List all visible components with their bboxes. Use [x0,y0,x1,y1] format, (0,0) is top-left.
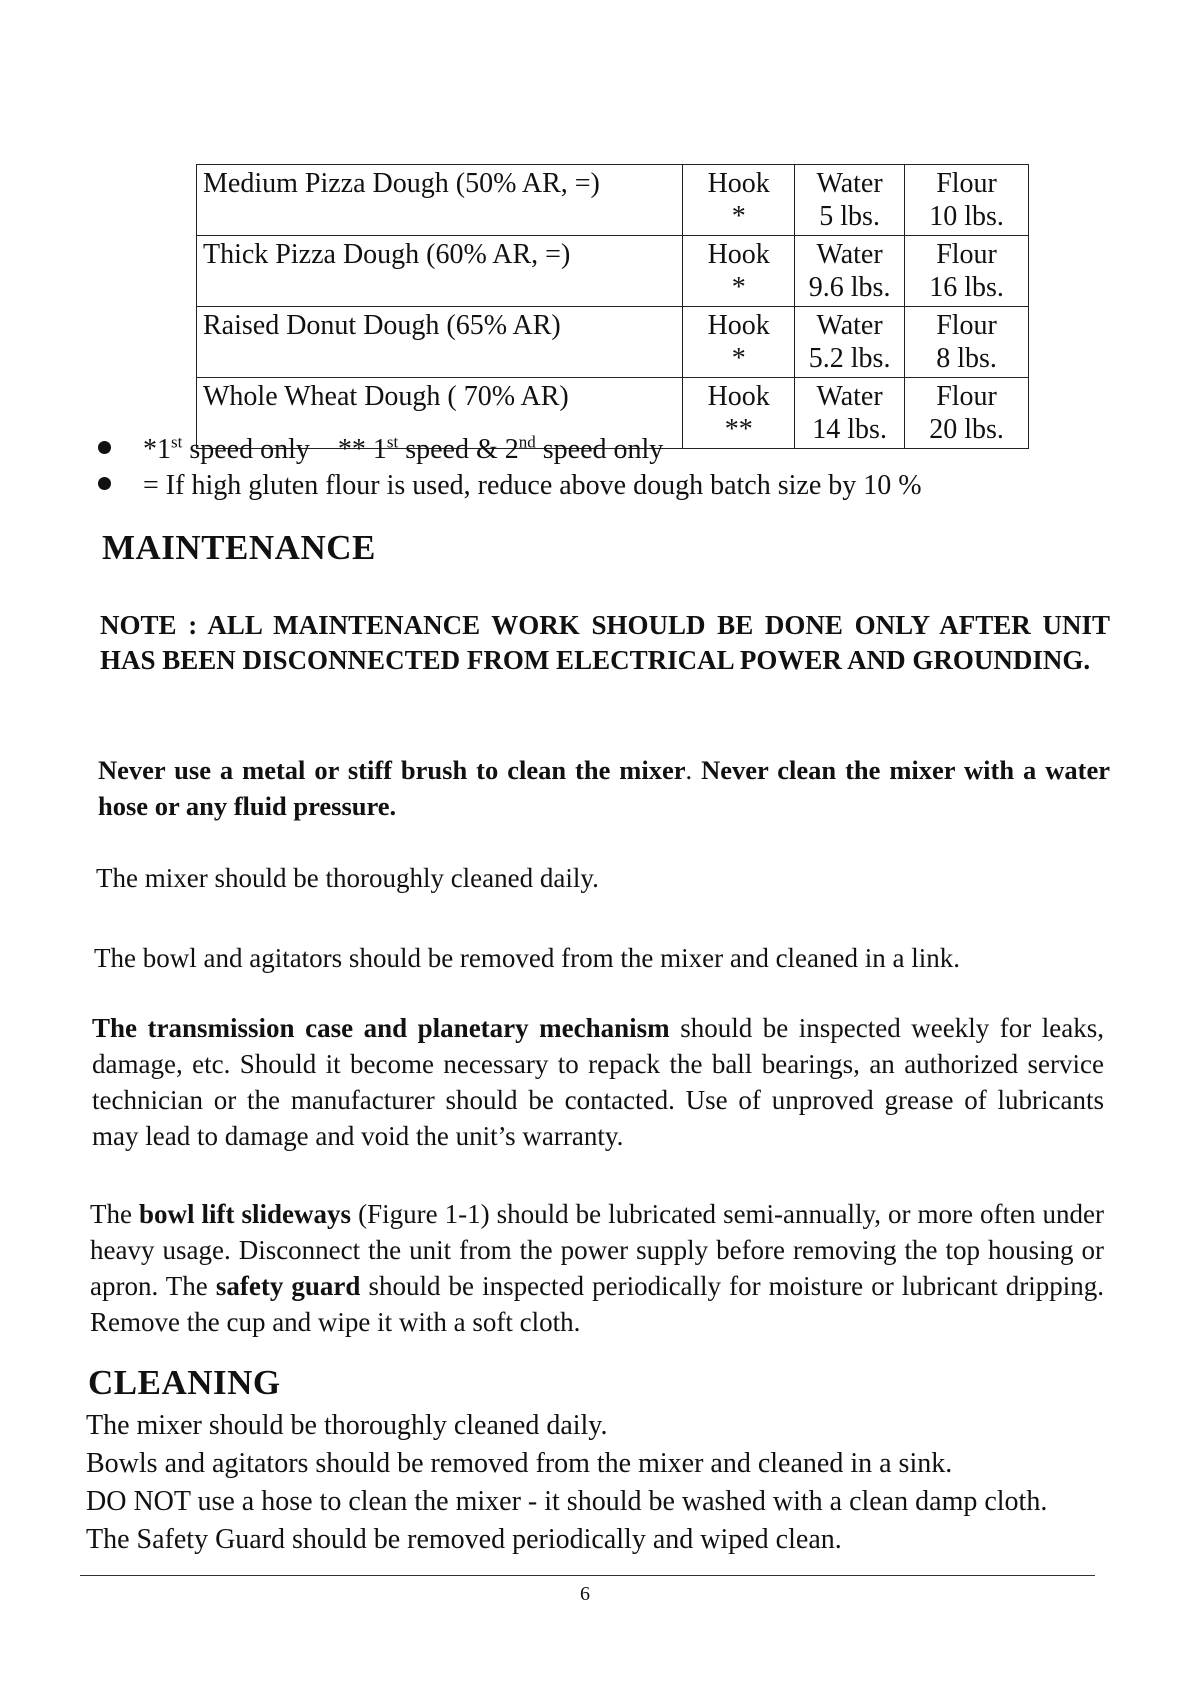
speed-note-text [143,432,663,468]
daily-clean-text: The mixer should be thoroughly cleaned daily. [96,863,599,893]
dough-name: Thick Pizza Dough (60% AR, =) [197,236,683,307]
dough-batch-table [196,164,1029,449]
maintenance-warning: NOTE : ALL MAINTENANCE WORK SHOULD BE DONE ONLY AFTER UNIT HAS BEEN DISCONNECTED FROM ELECTRICAL POWER AND GROUNDING. [100,610,1110,675]
table-row [197,236,1029,307]
never-hose: Never clean the mixer with a water hose or any fluid pressure. [98,755,1110,821]
gluten-note-text: = If high gluten flour is used, reduce above dough batch size by 10 % [143,470,922,501]
maintenance-heading: MAINTENANCE [102,528,376,567]
water-cell [795,165,905,236]
page-number: 6 [580,1583,590,1605]
agitator-cell [683,165,795,236]
water-cell [795,307,905,378]
flour-cell [905,165,1029,236]
agitator: Hook [707,239,770,270]
speed-mark: * [731,201,746,232]
water-label: Water [816,381,883,412]
speed-mark: * [731,343,746,374]
bullet-icon [98,477,111,490]
water-amount: 9.6 lbs. [808,272,891,303]
flour-label: Flour [936,381,997,412]
safety-guard-bold: safety guard [215,1271,361,1301]
never-sep: . [685,755,702,785]
water-amount: 14 lbs. [812,414,887,445]
flour-cell [905,307,1029,378]
note-sup: nd [518,432,536,452]
agitator: Hook [707,381,770,412]
water-cell [795,236,905,307]
flour-label: Flour [936,168,997,199]
dough-name: Medium Pizza Dough (50% AR, =) [197,165,683,236]
flour-amount: 8 lbs. [936,343,997,374]
bullet-icon [98,441,111,454]
water-label: Water [816,168,883,199]
cleaning-line: DO NOT use a hose to clean the mixer - it should be washed with a clean damp cloth. [86,1486,1048,1517]
note-part: speed only ** 1 [182,434,387,465]
never-brush: Never use a metal or stiff brush to clean the mixer [98,755,686,785]
footer-rule [80,1575,1095,1576]
agitator-cell [683,236,795,307]
agitator-cell [683,307,795,378]
water-amount: 5.2 lbs. [808,343,891,374]
flour-amount: 10 lbs. [929,201,1004,232]
table-notes [98,432,922,504]
slideways-text: (Figure 1-1) should be lubricated semi-annually, or more often under heavy usage. Disconnect the unit from the power supply before removing the top housing or apron. The [90,1199,1104,1301]
slideways-text: should be inspected periodically for moisture or lubricant dripping. Remove the cup and wipe it with a soft cloth. [90,1271,1105,1337]
flour-cell [905,378,1029,449]
slideways-bold: bowl lift slideways [139,1199,352,1229]
transmission-paragraph [92,1010,1104,1154]
gluten-note [98,468,922,504]
speed-note [98,432,922,468]
cleaning-line: The Safety Guard should be removed periodically and wiped clean. [86,1524,842,1555]
flour-label: Flour [936,310,997,341]
note-part: speed only [535,434,664,465]
never-warning [98,752,1110,824]
agitator: Hook [707,168,770,199]
note-part: *1 [143,434,171,465]
flour-label: Flour [936,239,997,270]
speed-mark: * [731,272,746,303]
note-sup: st [171,432,183,452]
table-row [197,307,1029,378]
water-label: Water [816,239,883,270]
cleaning-heading: CLEANING [88,1363,281,1402]
flour-cell [905,236,1029,307]
bowl-clean-text: The bowl and agitators should be removed from the mixer and cleaned in a link. [94,943,960,973]
note-sup: st [386,432,399,452]
flour-amount: 20 lbs. [929,414,1004,445]
flour-amount: 16 lbs. [929,272,1004,303]
table-row [197,165,1029,236]
slideways-text: The [90,1199,139,1229]
dough-name: Whole Wheat Dough ( 70% AR) [197,378,683,449]
note-part: speed & 2 [398,434,519,465]
cleaning-line: The mixer should be thoroughly cleaned daily. [86,1410,608,1441]
transmission-bold: The transmission case and planetary mechanism [92,1013,670,1043]
agitator: Hook [707,310,770,341]
water-amount: 5 lbs. [819,201,880,232]
dough-name: Raised Donut Dough (65% AR) [197,307,683,378]
speed-mark: ** [724,414,753,445]
transmission-text: should be inspected weekly for leaks, damage, etc. Should it become necessary to repack the ball bearings, an authorized service technician or the manufacturer should be contacted. Use of unproved grease of lubricants may lead to damage and void the unit’s warranty. [92,1013,1104,1151]
slideways-paragraph [90,1196,1104,1340]
water-label: Water [816,310,883,341]
cleaning-line: Bowls and agitators should be removed from the mixer and cleaned in a sink. [86,1448,953,1479]
